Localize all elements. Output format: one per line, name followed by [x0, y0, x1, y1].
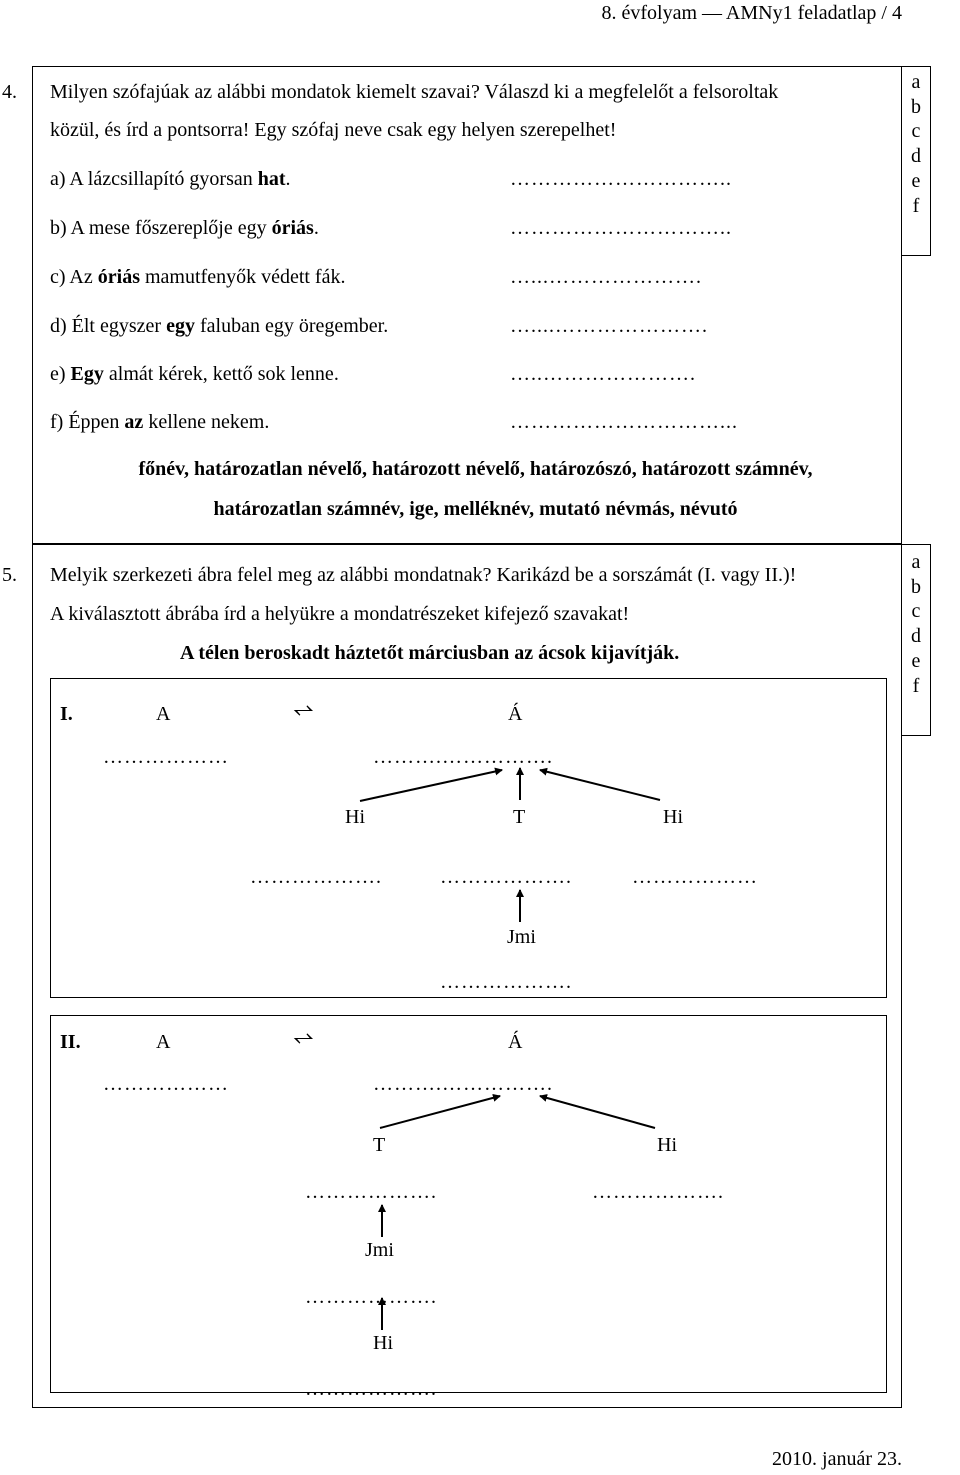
- diagram1-subject-blank[interactable]: ………………: [103, 746, 229, 768]
- arrow-d2-right: [540, 1096, 655, 1128]
- diagram1-center-blank[interactable]: ……………….: [440, 866, 572, 888]
- letter-e: e: [911, 649, 921, 672]
- diagram1-right-blank[interactable]: ………………: [632, 866, 758, 888]
- arrow-d1-left: [360, 770, 502, 801]
- letter-b: b: [911, 575, 921, 598]
- task4-instruction-line2: közül, és írd a pontsorra! Egy szófaj neve csak egy helyen szerepelhet!: [50, 119, 617, 141]
- diagram2-mid-jmi: Jmi: [365, 1239, 394, 1261]
- letter-a: a: [911, 551, 921, 573]
- letter-d: d: [911, 145, 921, 168]
- diagram2-left-blank[interactable]: ……………….: [305, 1181, 437, 1203]
- task4-item-a: a) A lázcsillapító gyorsan hat.: [50, 168, 291, 190]
- letter-c: c: [911, 600, 921, 623]
- letter-f: f: [912, 194, 920, 217]
- diagram1-right-hi: Hi: [663, 806, 683, 828]
- diagram1-center-t: T: [513, 806, 526, 828]
- task5-instruction-line1: Melyik szerkezeti ábra felel meg az alábbi mondatnak? Karikázd be a sorszámát (I. vagy II.)!: [50, 564, 797, 586]
- wordlist-line1: főnév, határozatlan névelő, határozott névelő, határozószó, határozott számnév,: [138, 458, 813, 480]
- diagram2-mid-blank[interactable]: ……………….: [305, 1286, 437, 1308]
- diagram2-right-blank[interactable]: ……………….: [592, 1181, 724, 1203]
- diagram1-label[interactable]: I.: [60, 703, 73, 725]
- diagram2-subject-blank[interactable]: ………………: [103, 1073, 229, 1095]
- diagram1-predicate-blank[interactable]: ……….…………….: [373, 746, 553, 768]
- page-header: 8. évfolyam — AMNy1 feladatlap / 4: [601, 2, 902, 24]
- page-footer: 2010. január 23.: [772, 1448, 902, 1470]
- task4-item-f: f) Éppen az kellene nekem.: [50, 411, 270, 433]
- diagram2-label[interactable]: II.: [60, 1031, 81, 1053]
- letter-d: d: [911, 625, 921, 648]
- diagram1-subject: A: [156, 703, 171, 725]
- task4-blank-d[interactable]: …....………………….: [510, 315, 708, 337]
- diagram1-link-symbol: ⥋: [293, 694, 314, 724]
- task4-blank-f[interactable]: …………………………...: [510, 411, 738, 433]
- letter-a: a: [911, 71, 921, 93]
- task4-item-b: b) A mese főszereplője egy óriás.: [50, 217, 319, 239]
- diagram2-link-symbol: ⥋: [293, 1022, 314, 1052]
- diagram2-predicate-blank[interactable]: ……….…………….: [373, 1073, 553, 1095]
- wordlist-line2: határozatlan számnév, ige, melléknév, mutató névmás, névutó: [213, 498, 738, 520]
- diagram1-predicate: Á: [508, 703, 523, 725]
- task4-blank-b[interactable]: …………………………..: [510, 217, 732, 239]
- diagram2-bottom-hi: Hi: [373, 1332, 393, 1354]
- diagram1-bottom-jmi: Jmi: [507, 926, 536, 948]
- task5-number: 5.: [2, 564, 17, 586]
- diagram2-predicate: Á: [508, 1031, 523, 1053]
- task4-blank-a[interactable]: …………………………..: [510, 168, 732, 190]
- letter-b: b: [911, 95, 921, 118]
- diagram1-left-hi: Hi: [345, 806, 365, 828]
- letter-e: e: [911, 169, 921, 192]
- letter-c: c: [911, 120, 921, 143]
- diagram2-right-hi: Hi: [657, 1134, 677, 1156]
- arrow-d2-left: [380, 1096, 500, 1128]
- letter-f: f: [912, 674, 920, 697]
- task4-item-e: e) Egy almát kérek, kettő sok lenne.: [50, 363, 339, 385]
- task5-sentence: A télen beroskadt háztetőt márciusban az ácsok kijavítják.: [180, 642, 680, 664]
- task4-number: 4.: [2, 81, 17, 103]
- task4-instruction-line1: Milyen szófajúak az alábbi mondatok kiemelt szavai? Válaszd ki a megfelelőt a felsoroltak: [50, 81, 779, 103]
- diagram2-subject: A: [156, 1031, 171, 1053]
- task4-item-c: c) Az óriás mamutfenyők védett fák.: [50, 266, 346, 288]
- diagram2-bottom-blank[interactable]: ……………….: [305, 1378, 437, 1400]
- diagram1-left-blank[interactable]: ……………….: [250, 866, 382, 888]
- diagram1-bottom-blank[interactable]: ……………….: [440, 971, 572, 993]
- task4-item-d: d) Élt egyszer egy faluban egy öregember.: [50, 315, 389, 337]
- task4-blank-e[interactable]: …..………………….: [510, 363, 696, 385]
- task5-instruction-line2: A kiválasztott ábrába írd a helyükre a mondatrészeket kifejező szavakat!: [50, 603, 630, 625]
- diagram2-left-t: T: [373, 1134, 386, 1156]
- task4-blank-c[interactable]: …...………………….: [510, 266, 702, 288]
- arrow-d1-right: [540, 770, 660, 800]
